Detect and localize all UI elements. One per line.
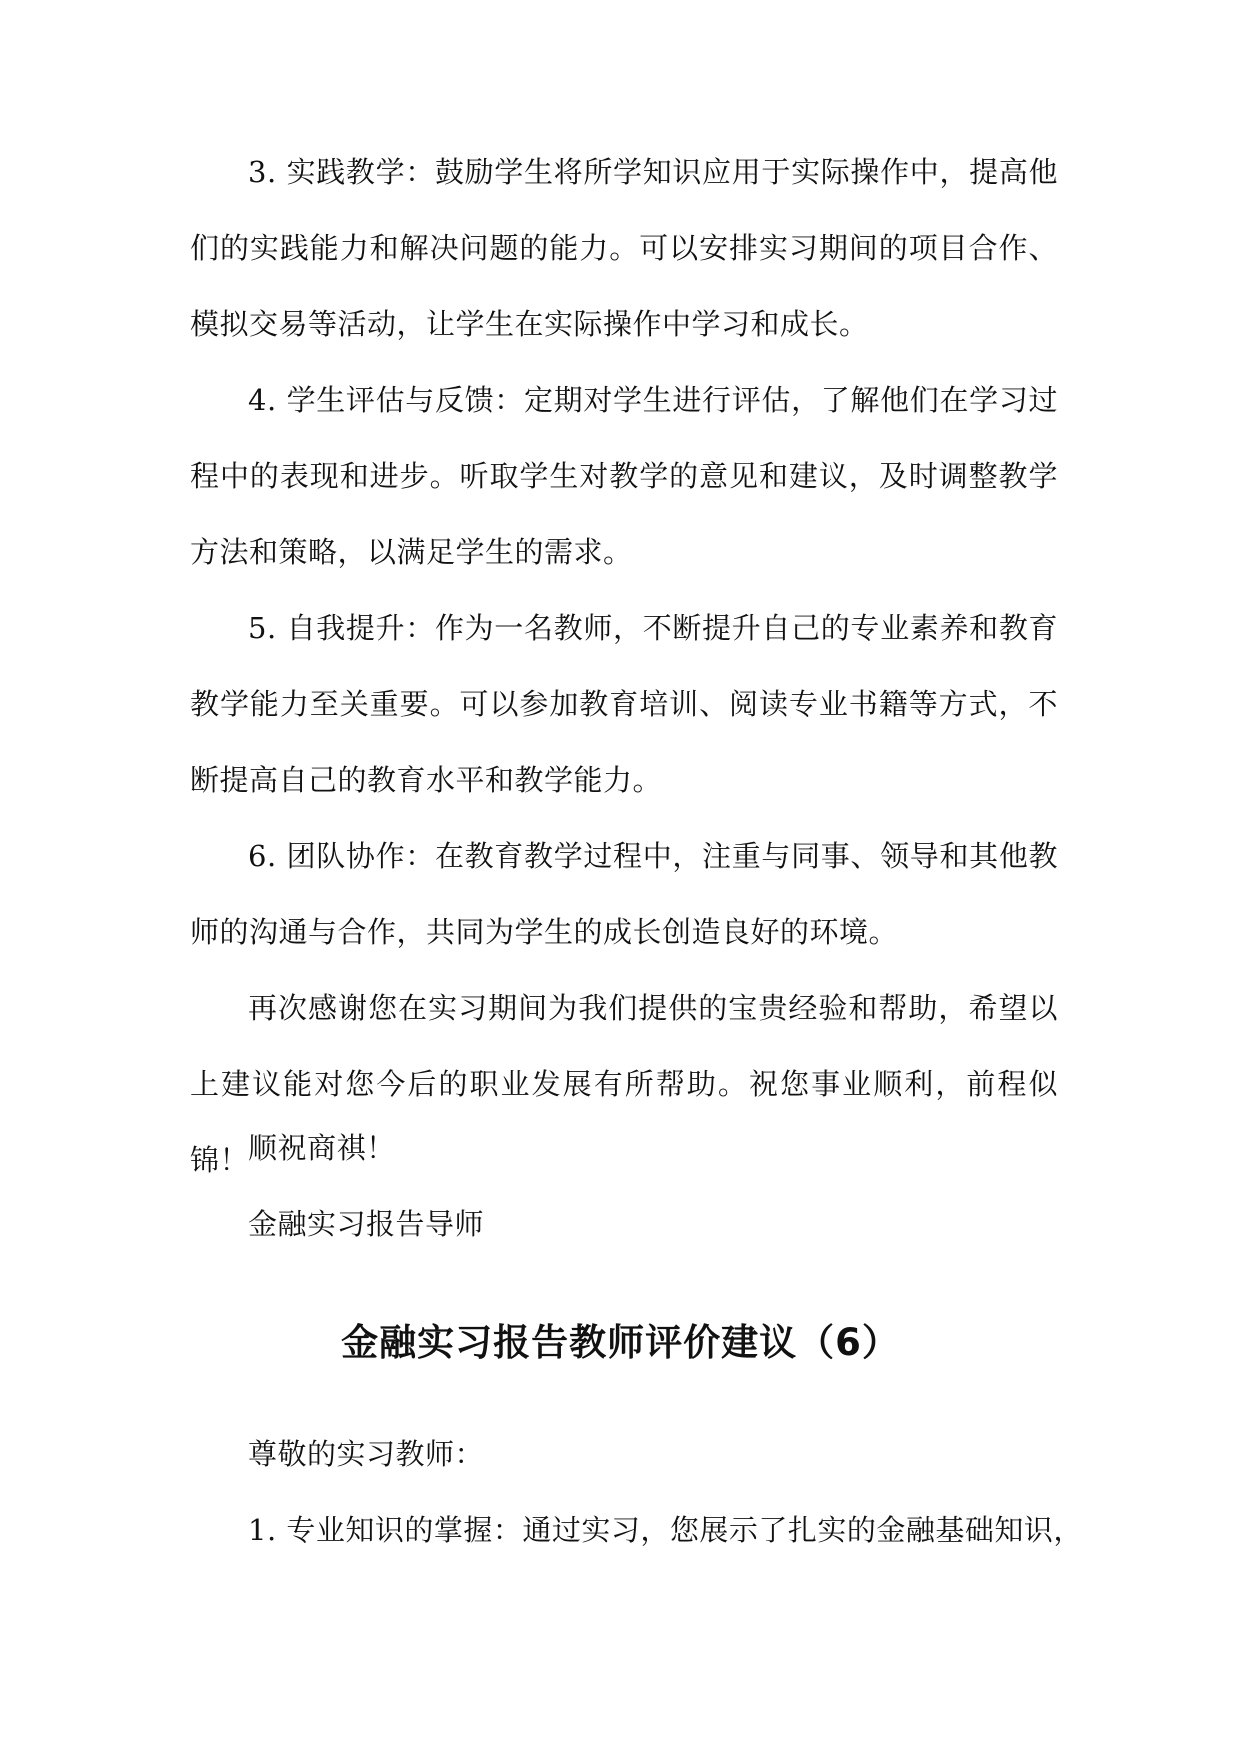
salutation: 尊敬的实习教师： bbox=[248, 1437, 485, 1471]
paragraph-practical-teaching: 3. 实践教学：鼓励学生将所学知识应用于实际操作中，提高他们的实践能力和解决问题的能力。可以安排实习期间的项目合作、模拟交易等活动，让学生在实际操作中学习和成长。 bbox=[190, 155, 1058, 341]
closing-greeting: 顺祝商祺！ bbox=[248, 1131, 396, 1165]
paragraph-student-evaluation: 4. 学生评估与反馈：定期对学生进行评估，了解他们在学习过程中的表现和进步。听取学生对教学的意见和建议，及时调整教学方法和策略，以满足学生的需求。 bbox=[190, 383, 1058, 569]
section-title: 金融实习报告教师评价建议（6） bbox=[341, 1321, 900, 1364]
paragraph-closing-thanks: 再次感谢您在实习期间为我们提供的宝贵经验和帮助，希望以上建议能对您今后的职业发展有所帮助。祝您事业顺利，前程似锦！ bbox=[190, 991, 1058, 1177]
paragraph-teamwork: 6. 团队协作：在教育教学过程中，注重与同事、领导和其他教师的沟通与合作，共同为学生的成长创造良好的环境。 bbox=[190, 839, 1058, 949]
list-item-professional-knowledge: 1. 专业知识的掌握：通过实习，您展示了扎实的金融基础知识， bbox=[248, 1513, 1083, 1547]
paragraph-self-improvement: 5. 自我提升：作为一名教师，不断提升自己的专业素养和教育教学能力至关重要。可以参加教育培训、阅读专业书籍等方式，不断提高自己的教育水平和教学能力。 bbox=[190, 611, 1058, 797]
signature: 金融实习报告导师 bbox=[248, 1207, 485, 1241]
